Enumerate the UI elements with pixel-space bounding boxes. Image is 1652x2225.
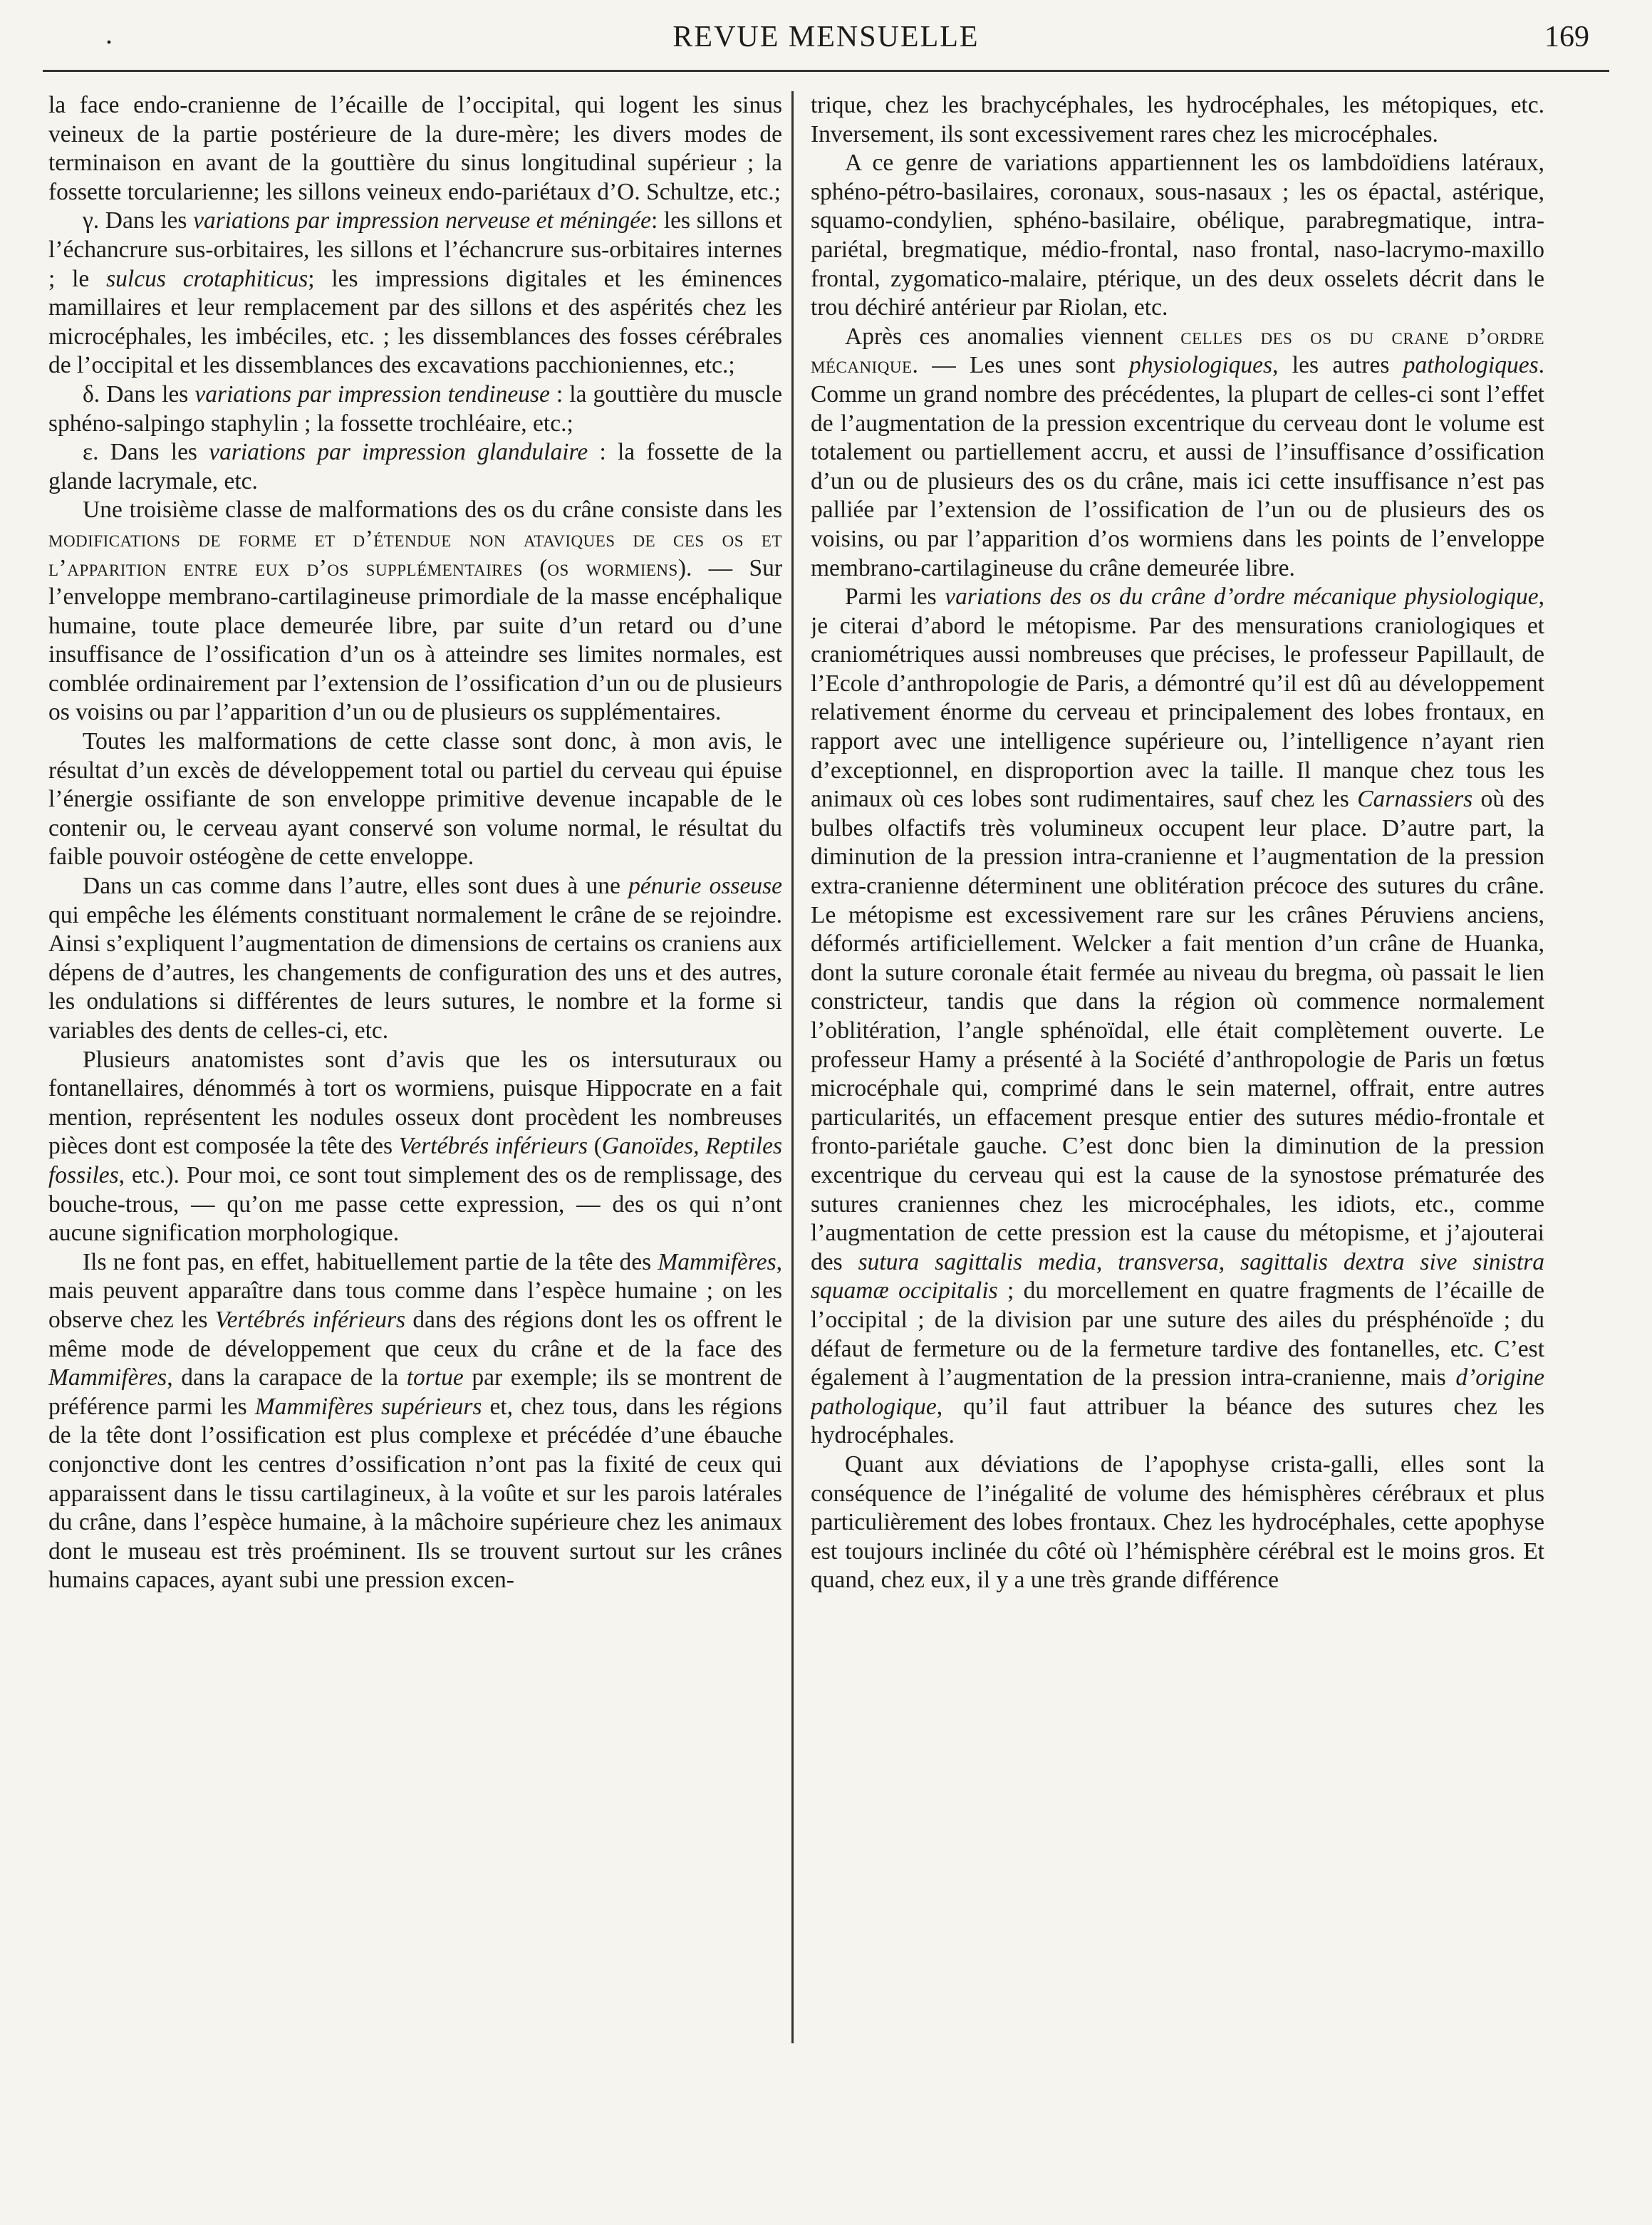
text-run: qui empêche les éléments constituant normalement le crâne de se rejoindre. Ainsi s’expliquent l’augmentation de dimensions de certains os craniens aux dépens de d’autres, les changements de configuration des uns et des autres, les ondulations si différentes de leurs sutures, le nombre et la forme si variables des dents de celles-ci, etc. (48, 901, 782, 1044)
text-run: ; du morcellement en quatre fragments de l’écaille de l’occipital ; de la division par une suture des ailes du présphénoïde ; du défaut de fermeture ou de la fermeture tardive des fontanelles, etc. C’est également à l’augmentation de la pression intra-cranienne, mais (811, 1277, 1544, 1391)
journal-title: REVUE MENSUELLE (672, 21, 980, 53)
text-run: ( (588, 1133, 602, 1160)
text-run: γ. Dans les (83, 207, 194, 234)
paragraph (48, 872, 782, 1046)
italic-text: Carnassiers (1357, 786, 1473, 813)
text-run: : la fossette de la glande lacrymale, etc. (48, 439, 782, 494)
text-run: dans des régions dont les os offrent le même mode de développement que ceux du crâne et de la face des (48, 1306, 782, 1362)
text-run: Toutes les malformations de cette classe sont donc, à mon avis, le résultat d’un excès de développement total ou partiel du cerveau qui épuise l’énergie ossifiante de son enveloppe primitive devenue incapable de le contenir ou, le cerveau ayant conservé son volume normal, le résultat du faible pouvoir ostéogène de cette enveloppe. (48, 728, 782, 871)
italic-text: physiologiques (1129, 352, 1272, 379)
text-run: ). — Sur l’enveloppe membrano-cartilagineuse primordiale de la masse encéphalique humaine, toute place demeurée libre, par suite d’un retard ou d’une insuffisance de l’ossification d’un os à atteindre ses limites normales, est comblée ordinairement par l’extension de l’ossification d’un ou de plusieurs os voisins ou par l’apparition d’un ou de plusieurs os supplémentaires. (48, 554, 782, 726)
text-run: Après ces anomalies viennent (845, 323, 1181, 350)
text-run: δ. Dans les (83, 380, 195, 408)
italic-text: variations des os du crâne d’ordre mécanique physiologique (945, 584, 1539, 611)
text-run: et, chez tous, dans les régions de la tête dont l’ossification est plus complexe et précédée d’une ébauche conjonctive dont les centres d’ossification n’ont pas la fixité de ceux qui apparaissent dans le tissu cartilagineux, à la voûte et sur les parois latérales du crâne, dans l’espèce humaine, à la mâchoire supérieure chez les animaux dont le museau est très proéminent. Ils se trouvent surtout sur les crânes humains capaces, ayant subi une pression excen- (48, 1393, 782, 1594)
text-run: où des bulbes olfactifs très volumineux occupent leur place. D’autre part, la diminution de la pression intra-cranienne et l’augmentation de la pression extra-cranienne déterminent une oblitération précoce des sutures du crâne. Le métopisme est excessivement rare sur les crânes Péruviens anciens, déformés artificiellement. Welcker a fait mention d’un crâne de Huanka, dont la suture coronale était fermée au niveau du bregma, où passait le lien constricteur, tandis que dans la région où commence normalement l’oblitération, l’angle sphénoïdal, elle était complètement ouverte. Le professeur Hamy a présenté à la Société d’anthropologie de Paris un fœtus microcéphale qui, comprimé dans le sein maternel, offrait, entre autres particularités, un effacement presque entier des sutures médio-frontale et fronto-pariétale gauche. C’est donc bien la diminution de la pression excentrique du cerveau qui est la cause de la synostose prématurée des sutures craniennes chez les microcéphales, les idiots, etc., comme l’augmentation de cette pression est la cause du métopisme, et j’ajouterai des (811, 786, 1544, 1275)
text-run: , je citerai d’abord le métopisme. Par des mensurations craniologiques et craniométriques aussi nombreuses que précises, le professeur Papillault, de l’Ecole d’anthropologie de Paris, a démontré qu’il est dû au développement relativement énorme du cerveau et principalement des lobes frontaux, en rapport avec une intelligence supérieure ou, l’intelligence n’ayant rien d’exceptionnel, en disproportion avec la taille. Il manque chez tous les animaux où ces lobes sont rudimentaires, sauf chez les (811, 584, 1544, 813)
paragraph (48, 207, 782, 380)
italic-text: tortue (406, 1364, 464, 1391)
text-run: ε. Dans les (83, 439, 209, 466)
paragraph (811, 323, 1544, 583)
text-run: , les autres (1272, 352, 1403, 379)
text-run: Quant aux déviations de l’apophyse crista-galli, elles sont la conséquence de l’inégalité de volume des hémisphères cérébraux et plus particulièrement des lobes frontaux. Chez les hydrocéphales, cette apophyse est toujours inclinée du côté où l’hémisphère cérébral est le moins gros. Et quand, chez eux, il y a une très grande différence (811, 1451, 1544, 1594)
text-run: Plusieurs anatomistes sont d’avis que les os intersuturaux ou fontanellaires, dénommés à tort os wormiens, puisque Hippocrate en a fait mention, représentent les nodules osseux dont procèdent les nombreuses pièces dont est composée la tête des (48, 1046, 782, 1160)
left-column (48, 91, 782, 2200)
italic-text: Vertébrés inférieurs (214, 1306, 406, 1333)
text-run: . Comme un grand nombre des précédentes, la plupart de celles-ci sont l’effet de l’augmentation de la pression excentrique du cerveau dont le volume est totalement ou partiellement accru, et aussi de l’insuffisance d’ossification d’un ou de plusieurs des os du crâne, mais ici cette insuffisance n’est pas palliée par l’extension de l’ossification de l’un ou de plusieurs des os voisins, ou par l’apparition d’os wormiens dans les points de l’enveloppe membrano-cartilagineuse du crâne demeurée libre. (811, 352, 1544, 581)
text-run: Une troisième classe de malformations des os du crâne consiste dans les (83, 497, 782, 524)
text-run: Parmi les (845, 584, 945, 611)
text-run: , qu’il faut attribuer la béance des sutures chez les hydrocéphales. (811, 1393, 1544, 1449)
italic-text: sutura sagittalis media, transversa, sagittalis dextra sive sinistra squamæ occipitalis (811, 1248, 1544, 1305)
paragraph (811, 1451, 1544, 1595)
column-divider (791, 91, 794, 2043)
paragraph (48, 496, 782, 727)
text-run: . — Les unes sont (912, 352, 1130, 379)
italic-text: Vertébrés inférieurs (398, 1133, 588, 1160)
italic-text: d’origine pathologique (811, 1364, 1544, 1420)
small-caps-text: modifications de forme et d’étendue non ataviques de ces os et l’apparition entre eux d’os supplémentaires (48, 525, 782, 581)
italic-text: pathologiques (1403, 352, 1539, 379)
paragraph (48, 438, 782, 496)
text-run: ; les impressions digitales et les éminences mamillaires et leur remplacement par des sillons et des aspérités chez les microcéphales, les imbéciles, etc. ; les dissemblances des fosses cérébrales de l’occipital et les dissemblances des excavations pacchioniennes, etc.; (48, 265, 782, 379)
text-run: Ils ne font pas, en effet, habituellement partie de la tête des (83, 1248, 658, 1275)
small-caps-text: os wormiens (547, 554, 678, 581)
text-run: par exemple; ils se montrent de préférence parmi les (48, 1364, 782, 1420)
small-caps-text: celles des os du crane d’ordre mécanique (811, 323, 1544, 379)
page-number: 169 (1544, 21, 1589, 53)
text-run: trique, chez les brachycéphales, les hydrocéphales, les métopiques, etc. Inversement, ils sont excessivement rares chez les microcéphales. (811, 92, 1544, 147)
text-run: ( (522, 554, 548, 581)
text-run: la face endo-cranienne de l’écaille de l’occipital, qui logent les sinus veineux de la partie postérieure de la dure-mère; les divers modes de terminaison en avant de la gouttière du sinus longitudinal supérieur ; la fossette torcularienne; les sillons veineux endo-pariétaux d’O. Schultze, etc.; (48, 92, 782, 205)
right-column (811, 91, 1544, 2200)
italic-text: Mammifères supérieurs (254, 1393, 482, 1420)
italic-text: sulcus crotaphiticus (106, 265, 308, 292)
italic-text: variations par impression glandulaire (209, 439, 588, 466)
text-run: Dans un cas comme dans l’autre, elles sont dues à une (83, 873, 629, 900)
italic-text: variations par impression tendineuse (194, 380, 550, 408)
paragraph (48, 1046, 782, 1248)
paragraph (811, 91, 1544, 149)
italic-text: Ganoïdes, Reptiles fossiles (48, 1133, 782, 1188)
paragraph (48, 727, 782, 872)
paragraph (811, 149, 1544, 323)
text-run: , dans la carapace de la (167, 1364, 407, 1391)
text-run: A ce genre de variations appartiennent les os lambdoïdiens latéraux, sphéno-pétro-basilaires, coronaux, sous-nasaux ; les os épactal, astérique, squamo-condylien, sphéno-basilaire, obélique, parabregmatique, intra-pariétal, bregmatique, médio-frontal, naso frontal, naso-lacrymo-maxillo frontal, zygomatico-malaire, ptérique, un des deux osselets décrit dans le trou déchiré antérieur par Riolan, etc. (811, 150, 1544, 321)
italic-text: variations par impression nerveuse et méningée (193, 207, 651, 234)
italic-text: Mammifères (48, 1364, 167, 1391)
paragraph (811, 583, 1544, 1451)
header-rule (43, 70, 1609, 72)
running-header (43, 13, 1609, 63)
italic-text: Mammifères (658, 1248, 776, 1275)
paragraph (48, 91, 782, 207)
paragraph (48, 1248, 782, 1595)
text-run: , etc.). Pour moi, ce sont tout simplement des os de remplissage, des bouche-trous, — qu’on me passe cette expression, — des os qui n’ont aucune signification morphologique. (48, 1161, 782, 1247)
italic-text: pénurie osseuse (628, 873, 782, 900)
header-dot: . (105, 18, 113, 50)
text-run: : les sillons et l’échancrure sus-orbitaires, les sillons et l’échancrure sus-orbitaires internes ; le (48, 207, 782, 292)
text-run: , mais peuvent apparaître dans tous comme dans l’espèce humaine ; on les observe chez les (48, 1248, 782, 1333)
text-run: : la gouttière du muscle sphéno-salpingo staphylin ; la fossette trochléaire, etc.; (48, 380, 782, 437)
paragraph (48, 380, 782, 438)
